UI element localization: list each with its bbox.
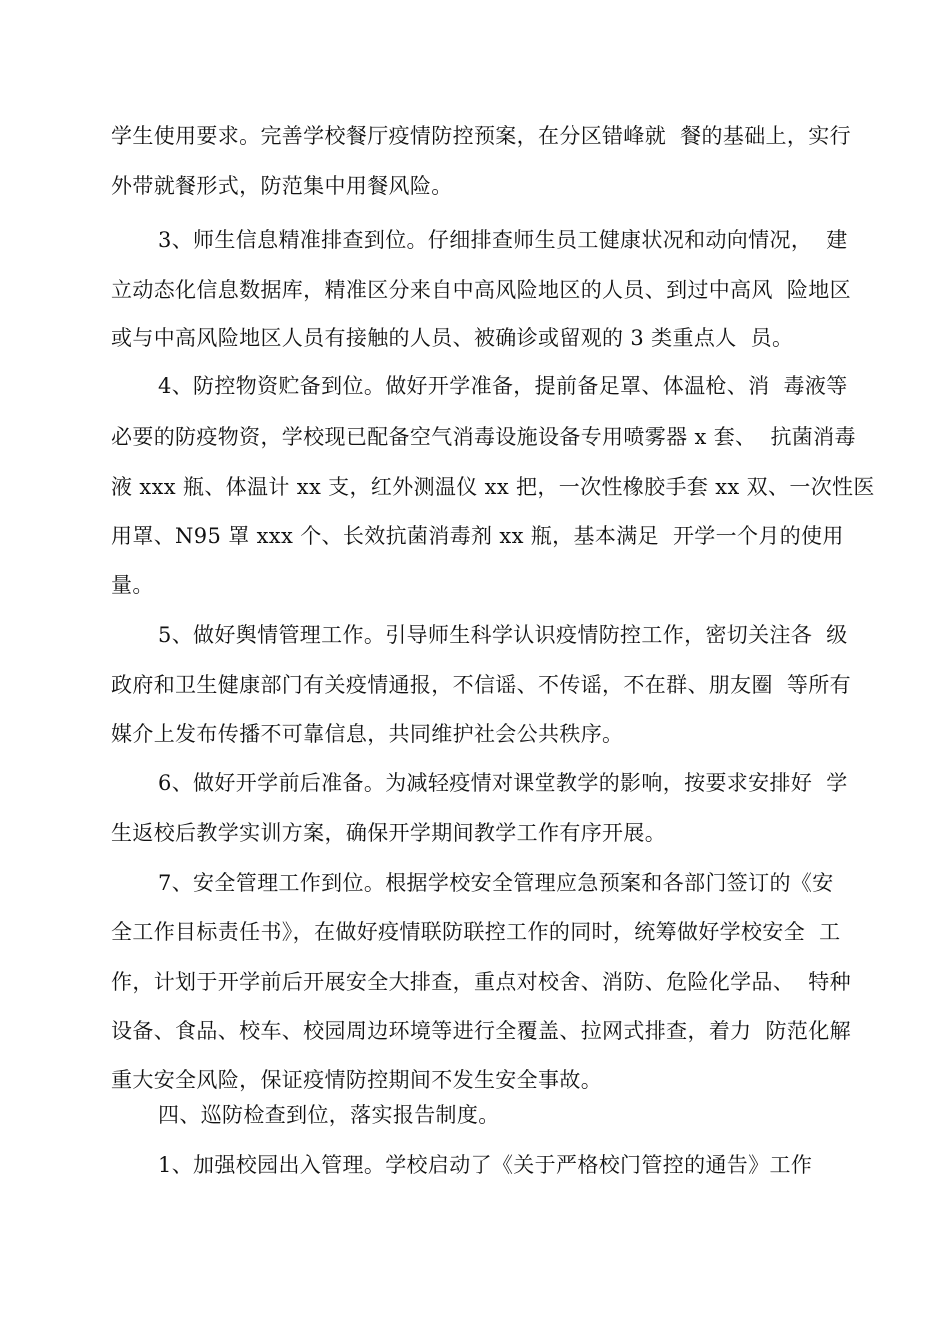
text-line: 生返校后教学实训方案，确保开学期间教学工作有序开展。: [111, 821, 667, 845]
text-line: 或与中高风险地区人员有接触的人员、被确诊或留观的 3 类重点人 员。: [111, 326, 794, 350]
text-line: 全工作目标责任书》，在做好疫情联防联控工作的同时，统筹做好学校安全 工: [111, 920, 841, 944]
text-line: 设备、食品、校车、校园周边环境等进行全覆盖、拉网式排查，着力 防范化解: [111, 1019, 851, 1043]
text-line: 作，计划于开学前后开展安全大排查，重点对校舍、消防、危险化学品、 特种: [111, 970, 851, 994]
text-line: 立动态化信息数据库，精准区分来自中高风险地区的人员、到过中高风 险地区: [111, 278, 851, 302]
text-line: 学生使用要求。完善学校餐厅疫情防控预案，在分区错峰就 餐的基础上，实行: [111, 124, 851, 148]
paragraph-start-line: 6、做好开学前后准备。为减轻疫情对课堂教学的影响，按要求安排好 学: [158, 771, 848, 795]
paragraph-start-line: 7、安全管理工作到位。根据学校安全管理应急预案和各部门签订的《安: [158, 871, 834, 895]
paragraph-start-line: 3、师生信息精准排查到位。仔细排查师生员工健康状况和动向情况， 建: [158, 228, 848, 252]
text-line: 用罩、N95 罩 xxx 个、长效抗菌消毒剂 xx 瓶，基本满足 开学一个月的使用: [111, 524, 844, 548]
text-line: 量。: [111, 573, 154, 597]
paragraph-start-line: 1、加强校园出入管理。学校启动了《关于严格校门管控的通告》工作: [158, 1153, 813, 1177]
text-line: 政府和卫生健康部门有关疫情通报，不信谣、不传谣，不在群、朋友圈 等所有: [111, 673, 851, 697]
text-line: 媒介上发布传播不可靠信息，共同维护社会公共秩序。: [111, 722, 624, 746]
text-line: 重大安全风险，保证疫情防控期间不发生安全事故。: [111, 1068, 603, 1092]
text-line: 液 xxx 瓶、体温计 xx 支，红外测温仪 xx 把，一次性橡胶手套 xx 双、一次性医: [111, 475, 875, 499]
paragraph-start-line: 4、防控物资贮备到位。做好开学准备，提前备足罩、体温枪、消 毒液等: [158, 374, 848, 398]
text-line: 必要的防疫物资，学校现已配备空气消毒设施设备专用喷雾器 x 套、 抗菌消毒: [111, 425, 856, 449]
text-line: 外带就餐形式，防范集中用餐风险。: [111, 174, 453, 198]
section-heading: 四、巡防检查到位，落实报告制度。: [158, 1103, 500, 1127]
paragraph-start-line: 5、做好舆情管理工作。引导师生科学认识疫情防控工作，密切关注各 级: [158, 623, 848, 647]
